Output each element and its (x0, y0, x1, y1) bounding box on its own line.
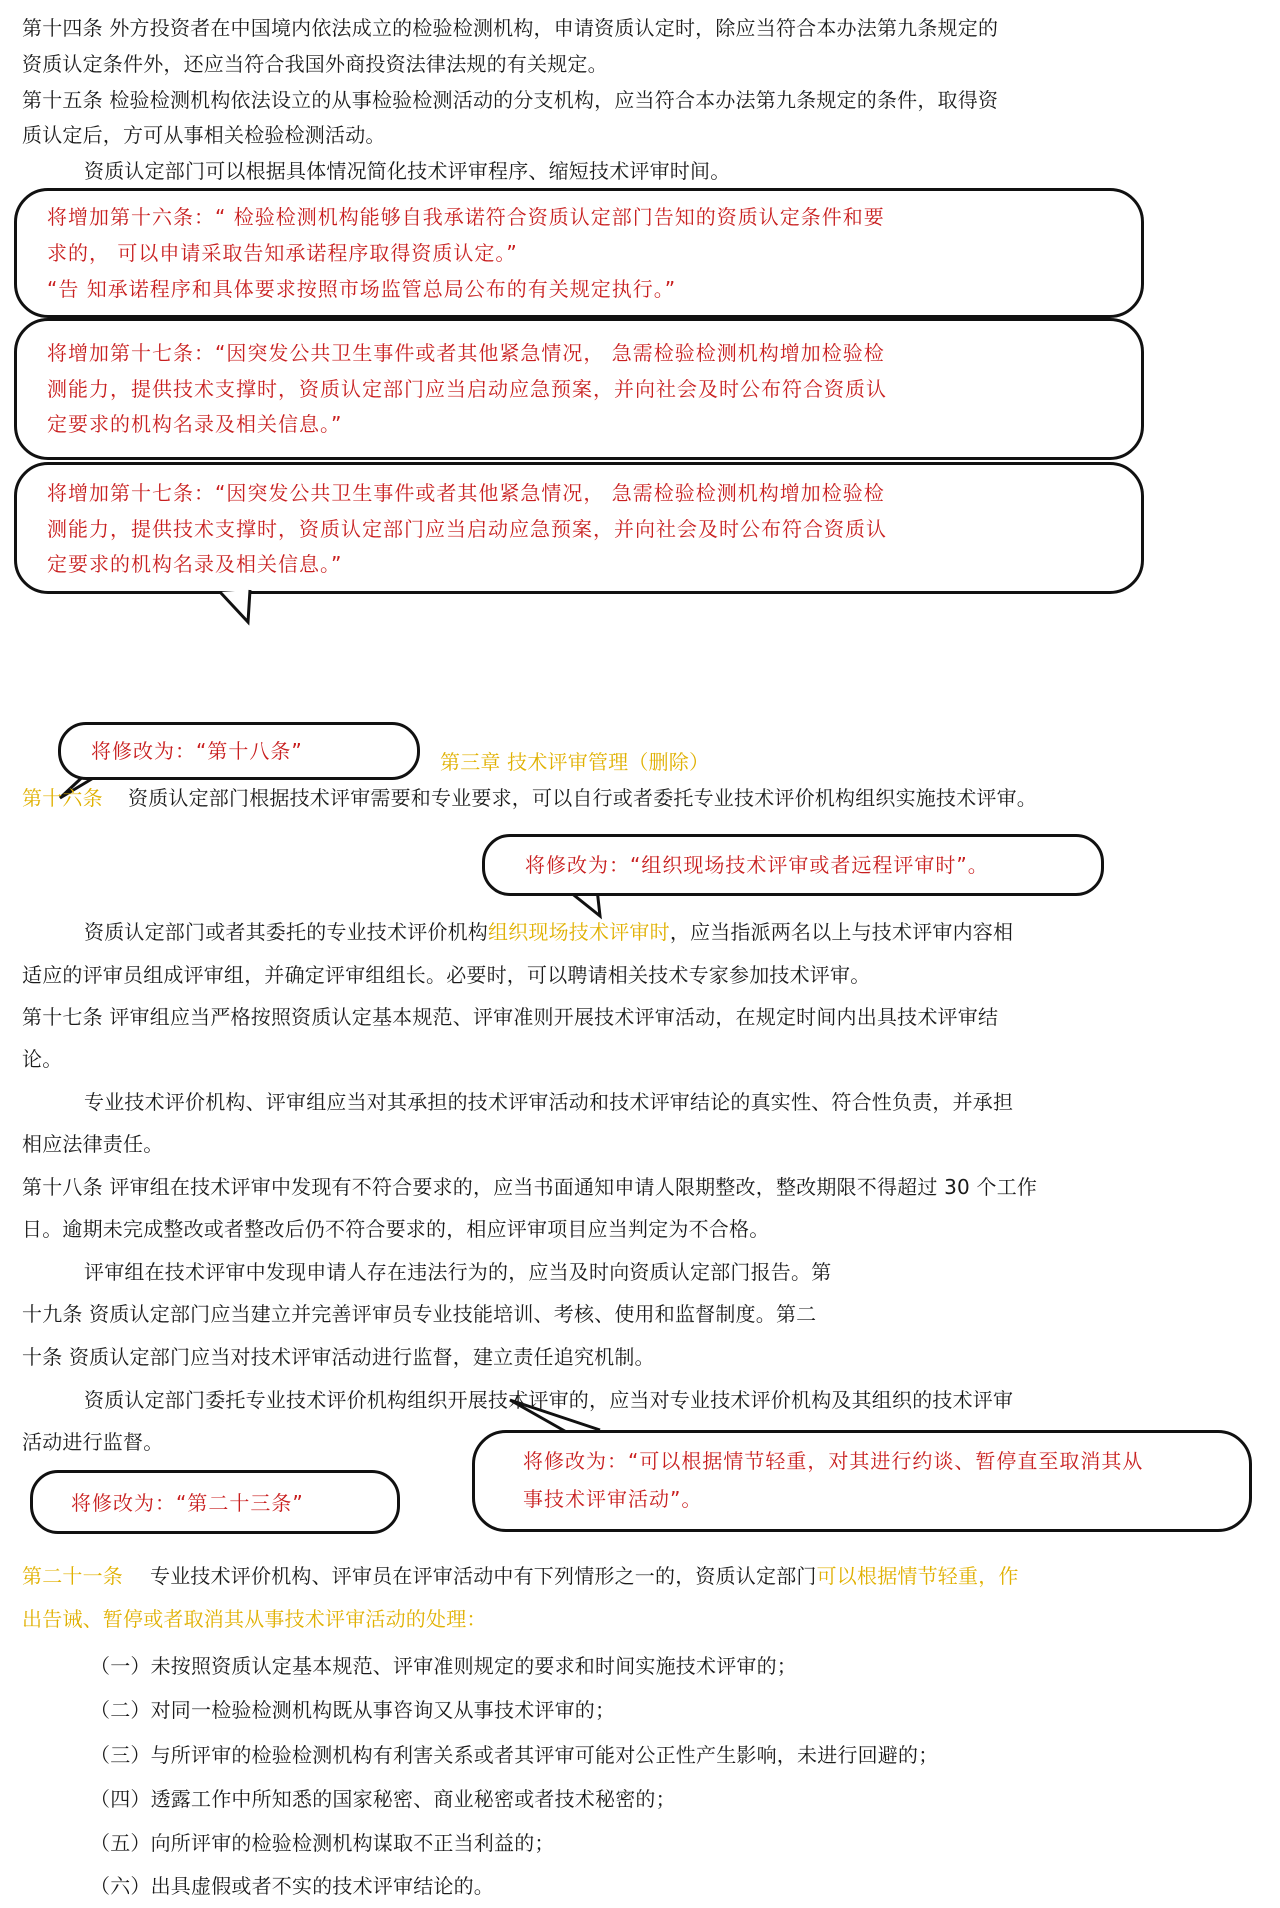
callout-text-line: “告 知承诺程序和具体要求按照市场监管总局公布的有关规定执行。” (47, 277, 677, 301)
list-item: （五）向所评审的检验检测机构谋取不正当利益的； (90, 1831, 555, 1855)
text-segment: 专业技术评价机构、评审员在评审活动中有下列情形之一的，资质认定部门 (150, 1564, 817, 1588)
article-15-para2: 资质认定部门可以根据具体情况简化技术评审程序、缩短技术评审时间。 (84, 159, 731, 183)
article-18-line1: 第十八条 评审组在技术评审中发现有不符合要求的，应当书面通知申请人限期整改，整改期限不得超过 30 个工作 (22, 1175, 1038, 1199)
article-21-line1 (150, 1562, 1019, 1590)
article-14-line2: 资质认定条件外，还应当符合我国外商投资法律法规的有关规定。 (22, 52, 608, 76)
callout-text-line: 将增加第十七条：“因突发公共卫生事件或者其他紧急情况， 急需检验检测机构增加检验检 (47, 481, 885, 505)
article-21-line2: 出告诫、暂停或者取消其从事技术评审活动的处理： (22, 1607, 487, 1631)
callout-text: 将修改为：“第二十三条” (71, 1491, 304, 1515)
text-segment: 资质认定部门或者其委托的专业技术评价机构 (84, 920, 488, 944)
list-item: （四）透露工作中所知悉的国家秘密、商业秘密或者技术秘密的； (90, 1787, 676, 1811)
article-14-line1: 第十四条 外方投资者在中国境内依法成立的检验检测机构，申请资质认定时，除应当符合本办法第九条规定的 (22, 16, 999, 40)
callout-text-line: 将增加第十七条：“因突发公共卫生事件或者其他紧急情况， 急需检验检测机构增加检验检 (47, 341, 885, 365)
article-18-line2: 日。逾期未完成整改或者整改后仍不符合要求的，相应评审项目应当判定为不合格。 (22, 1217, 770, 1241)
article-15-line1: 第十五条 检验检测机构依法设立的从事检验检测活动的分支机构，应当符合本办法第九条规定的条件，取得资 (22, 88, 999, 112)
callout-text-line: 定要求的机构名录及相关信息。” (47, 412, 343, 436)
callout-text-line: 定要求的机构名录及相关信息。” (47, 552, 343, 576)
callout-text-line: 求的， 可以申请采取告知承诺程序取得资质认定。” (47, 241, 518, 265)
chapter-3-heading: 第三章 技术评审管理（删除） (440, 750, 710, 774)
highlighted-text: 可以根据情节轻重，作 (816, 1564, 1019, 1588)
callout-rename-article-23 (30, 1470, 400, 1534)
article-20-line: 十条 资质认定部门应当对技术评审活动进行监督，建立责任追究机制。 (22, 1345, 655, 1369)
callout-text-line: 将修改为：“可以根据情节轻重，对其进行约谈、暂停直至取消其从 (523, 1449, 1144, 1473)
article-20-para2-line2: 活动进行监督。 (22, 1430, 164, 1454)
article-20-para2-line1: 资质认定部门委托专业技术评价机构组织开展技术评审的，应当对专业技术评价机构及其组织的技术评审 (84, 1388, 1014, 1412)
callout-text-line: 将增加第十六条：“ 检验检测机构能够自我承诺符合资质认定部门告知的资质认定条件和要 (47, 205, 885, 229)
article-16-number: 第十六条 (22, 786, 103, 810)
article-17-para2-line2: 相应法律责任。 (22, 1132, 164, 1156)
article-19-line: 十九条 资质认定部门应当建立并完善评审员专业技能培训、考核、使用和监督制度。第二 (22, 1302, 817, 1326)
callout-modify-remote-review (482, 834, 1104, 896)
list-item: （三）与所评审的检验检测机构有利害关系或者其评审可能对公正性产生影响，未进行回避的； (90, 1743, 939, 1767)
article-15-line2: 质认定后，方可从事相关检验检测活动。 (22, 123, 386, 147)
callout-modify-penalty (472, 1430, 1252, 1532)
article-17-line2: 论。 (22, 1047, 63, 1071)
callout-text-line: 事技术评审活动”。 (523, 1487, 703, 1511)
article-16-para2-line2: 适应的评审员组成评审组，并确定评审组组长。必要时，可以聘请相关技术专家参加技术评审。 (22, 963, 871, 987)
callout-text-line: 测能力，提供技术支撑时，资质认定部门应当启动应急预案，并向社会及时公布符合资质认 (47, 377, 887, 401)
callout-rename-article-18 (58, 722, 420, 780)
article-18-para2-line1: 评审组在技术评审中发现申请人存在违法行为的，应当及时向资质认定部门报告。第 (84, 1260, 832, 1284)
list-item: （二）对同一检验检测机构既从事咨询又从事技术评审的； (90, 1698, 616, 1722)
list-item: （一）未按照资质认定基本规范、评审准则规定的要求和时间实施技术评审的； (90, 1654, 797, 1678)
text-segment: ，应当指派两名以上与技术评审内容相 (669, 920, 1014, 944)
article-21-number: 第二十一条 (22, 1564, 123, 1588)
article-17-para2-line1: 专业技术评价机构、评审组应当对其承担的技术评审活动和技术评审结论的真实性、符合性负责，并承担 (84, 1090, 1014, 1114)
highlighted-text: 组织现场技术评审时 (488, 920, 670, 944)
article-17-line1: 第十七条 评审组应当严格按照资质认定基本规范、评审准则开展技术评审活动，在规定时间内出具技术评审结 (22, 1005, 999, 1029)
list-item: （六）出具虚假或者不实的技术评审结论的。 (90, 1874, 494, 1898)
callout-text: 将修改为：“组织现场技术评审或者远程评审时”。 (525, 853, 989, 877)
callout-text-line: 测能力，提供技术支撑时，资质认定部门应当启动应急预案，并向社会及时公布符合资质认 (47, 517, 887, 541)
article-16-para2-line1 (84, 918, 1013, 946)
callout-text: 将修改为：“第十八条” (91, 739, 303, 763)
article-16-text: 资质认定部门根据技术评审需要和专业要求，可以自行或者委托专业技术评价机构组织实施技术评审。 (128, 786, 1037, 810)
